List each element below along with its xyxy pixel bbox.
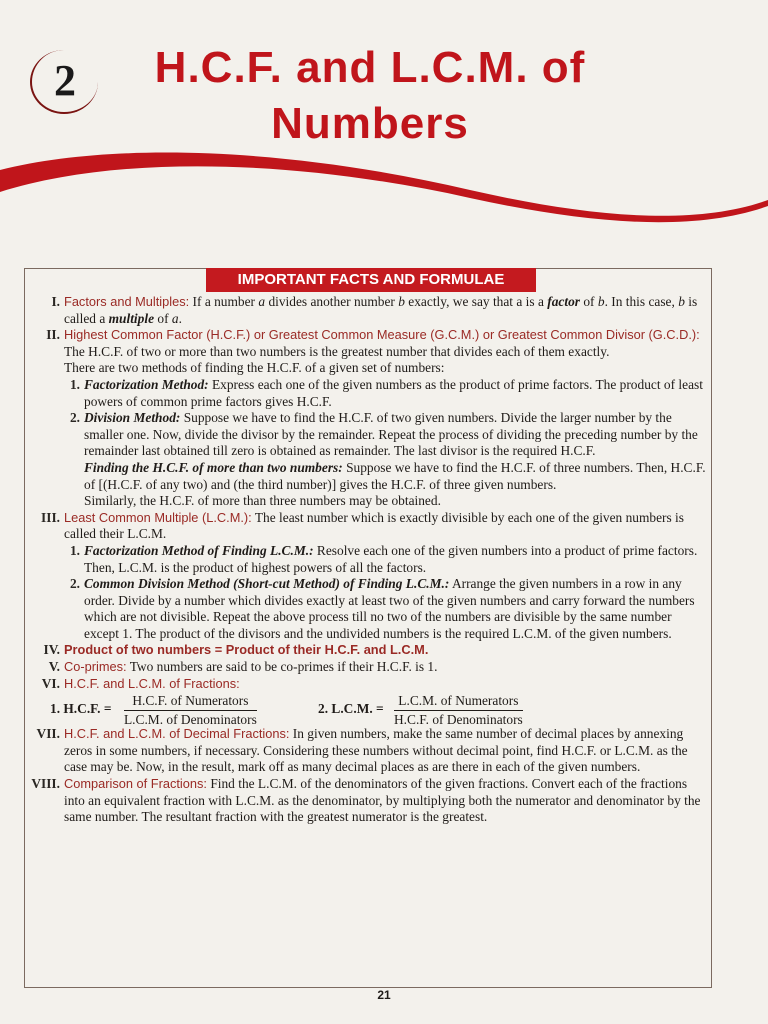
page-number: 21 <box>377 988 391 1002</box>
item-number: V. <box>48 659 60 675</box>
decorative-swoosh <box>0 140 768 240</box>
item-heading: Co-primes: <box>64 659 127 675</box>
item-number: IV. <box>43 642 60 658</box>
hcf-fraction-label: 1. H.C.F. = <box>50 701 112 717</box>
lcm-factorization-method: 1. Factorization Method of Finding L.C.M.: Resolve each one of the given numbers into a product of prime factors. Then, L.C.M. is the product of highest powers of all the factors. <box>69 542 698 575</box>
item-heading: Comparison of Fractions: <box>64 776 207 792</box>
fraction-formulae <box>20 692 706 726</box>
facts-content <box>20 294 706 826</box>
hcf-fraction-formula: H.C.F. of Numerators L.C.M. of Denominators <box>124 693 257 728</box>
item-heading: H.C.F. and L.C.M. of Fractions: <box>64 675 240 691</box>
item-product-of-two-numbers: IV. Product of two numbers = Product of their H.C.F. and L.C.M. <box>20 642 706 659</box>
item-number: III. <box>41 509 60 525</box>
lcm-fraction-formula: L.C.M. of Numerators H.C.F. of Denominators <box>394 693 523 728</box>
lcm-common-division-method: 2. Common Division Method (Short-cut Method) of Finding L.C.M.: Arrange the given numbers in a row in any order. Divide by a number which divides exactly at least two of the given numbers and carry forward the numbers which are not divisible. Repeat the above process till no two of the numbers are divisible by the same number except 1. The product of the divisors and the undivided numbers is the required L.C.M. of the given numbers. <box>69 576 695 641</box>
hcf-factorization-method: 1. Factorization Method: Express each one of the given numbers as the product of prime factors. The product of least powers of common prime factors gives H.C.F. <box>69 376 703 409</box>
item-factors-multiples: I. Factors and Multiples: If a number a divides another number b exactly, we say that a is a factor of b. In this case, b is called a multiple of a. <box>20 294 706 327</box>
item-number: II. <box>46 327 60 343</box>
item-heading: Least Common Multiple (L.C.M.): <box>64 509 252 525</box>
item-number: VII. <box>36 726 60 742</box>
chapter-number: 2 <box>30 50 98 114</box>
item-fractions <box>20 676 706 693</box>
chapter-title-line1: H.C.F. and L.C.M. of <box>154 43 586 92</box>
hcf-methods-intro: There are two methods of finding the H.C.F. of a given set of numbers: <box>64 360 445 376</box>
item-number: VIII. <box>31 776 60 792</box>
facts-header: IMPORTANT FACTS AND FORMULAE <box>206 268 536 292</box>
item-heading: H.C.F. and L.C.M. of Decimal Fractions: <box>64 726 290 742</box>
item-heading: Factors and Multiples: <box>64 294 190 309</box>
item-lcm: III. Least Common Multiple (L.C.M.): The least number which is exactly divisible by each one of the given numbers is called their L.C.M. <box>20 510 706 543</box>
lcm-fraction-label: 2. L.C.M. = <box>318 701 384 717</box>
item-number: VI. <box>41 675 60 691</box>
chapter-title <box>110 40 630 152</box>
hcf-more-than-two: Finding the H.C.F. of more than two numbers: Suppose we have to find the H.C.F. of three numbers. Then, H.C.F. of [(H.C.F. of any two) and (the third number)] gives the H.C.F. of three given numbers. <box>84 459 706 492</box>
hcf-similarly: Similarly, the H.C.F. of more than three numbers may be obtained. <box>84 493 441 509</box>
item-decimal-fractions: VII. H.C.F. and L.C.M. of Decimal Fractions: In given numbers, make the same number of decimal places by annexing zeros in some numbers, if necessary. Considering these numbers without decimal point, find H.C.F. or L.C.M. as the case may be. Now, in the result, mark off as many decimal places as are there in each of the given numbers. <box>20 726 706 776</box>
item-number: I. <box>51 294 60 309</box>
chapter-title-line2: Numbers <box>271 99 469 148</box>
item-hcf: II. Highest Common Factor (H.C.F.) or Greatest Common Measure (G.C.M.) or Greatest Common Divisor (G.C.D.): The H.C.F. of two or more than two numbers is the greatest number that divides each of them exactly. <box>20 327 706 360</box>
hcf-division-method: 2. Division Method: Suppose we have to find the H.C.F. of two given numbers. Divide the larger number by the smaller one. Now, divide the divisor by the remainder. Repeat the process of dividing the preceding number by the remainder last obtained till zero is obtained as remainder. The last divisor is the required H.C.F. <box>69 410 698 459</box>
item-co-primes: V. Co-primes: Two numbers are said to be co-primes if their H.C.F. is 1. <box>20 659 706 676</box>
item-heading: Highest Common Factor (H.C.F.) or Greatest Common Measure (G.C.M.) or Greatest Common Divisor (G.C.D.): <box>64 327 700 343</box>
item-comparison-of-fractions: VIII. Comparison of Fractions: Find the L.C.M. of the denominators of the given fractions. Convert each of the fractions into an equivalent fraction with L.C.M. as the denominator, by multiplying both the numerator and denominator by the same number. The resultant fraction with the greatest numerator is the greatest. <box>20 776 706 826</box>
